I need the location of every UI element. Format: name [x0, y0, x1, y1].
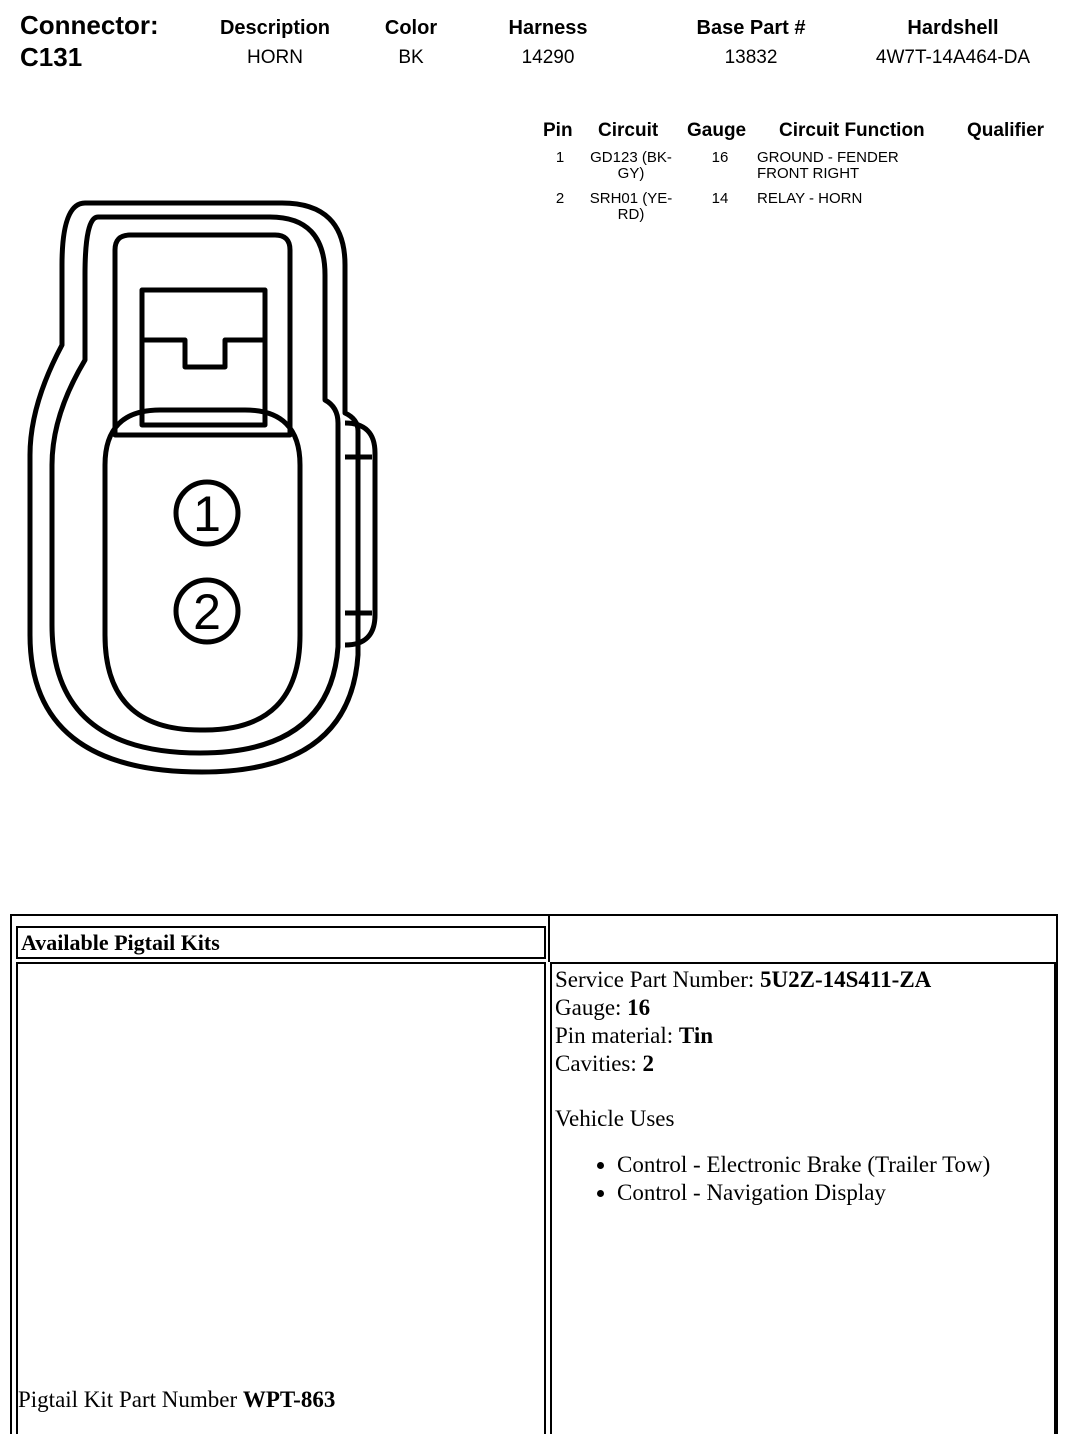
- kit-gauge-label: Gauge:: [555, 995, 628, 1020]
- header-col-description: [210, 16, 340, 70]
- pin-2-label: 2: [193, 584, 221, 640]
- kit-gauge: [555, 994, 1054, 1022]
- pin-2-circuit-line1: SRH01 (YE-: [589, 190, 673, 207]
- pin-2-circuit: [578, 191, 684, 223]
- pin-1-circuit: [578, 150, 684, 182]
- hardshell-header: Hardshell: [907, 17, 999, 39]
- pin-1-gauge: 16: [711, 149, 729, 166]
- pin-1-function-line2: FRONT RIGHT: [757, 165, 860, 182]
- pin-header: Pin: [543, 120, 573, 141]
- kit-details-cell: [550, 962, 1056, 1434]
- kit-title: Available Pigtail Kits: [16, 926, 546, 959]
- connector-id: C131: [20, 42, 83, 72]
- pin-1-label: 1: [193, 486, 221, 542]
- pin-2-function-line1: RELAY - HORN: [757, 190, 863, 207]
- circuit-function-header: Circuit Function: [779, 120, 925, 141]
- pin-1-function-line1: GROUND - FENDER: [757, 149, 899, 166]
- pin-1-function: [757, 150, 957, 182]
- kit-cavities: [555, 1050, 1054, 1078]
- color-value: BK: [398, 47, 424, 68]
- pin-material-label: Pin material:: [555, 1023, 679, 1048]
- vehicle-uses-label: Vehicle Uses: [555, 1106, 675, 1131]
- kit-header-divider: [548, 916, 550, 962]
- base-part-header: Base Part #: [696, 17, 806, 39]
- kit-gauge-value: 16: [627, 995, 651, 1020]
- cavities-label: Cavities:: [555, 1051, 643, 1076]
- pin-2-gauge: 14: [711, 190, 729, 207]
- pigtail-kit-value: WPT-863: [242, 1387, 336, 1412]
- gauge-header: Gauge: [687, 120, 747, 141]
- qualifier-header: Qualifier: [967, 120, 1045, 141]
- pigtail-kit-label: Pigtail Kit Part Number: [18, 1387, 243, 1412]
- description-header: Description: [219, 17, 331, 39]
- description-value: HORN: [247, 47, 303, 68]
- color-header: Color: [384, 17, 438, 39]
- header-col-base-part: [680, 16, 822, 70]
- header-col-harness: [488, 16, 608, 70]
- pin-material-value: Tin: [678, 1023, 714, 1048]
- harness-value: 14290: [521, 47, 575, 68]
- kit-pin-material: [555, 1022, 1054, 1050]
- service-part-value: 5U2Z-14S411-ZA: [760, 967, 932, 992]
- pin-2-function: [757, 191, 957, 207]
- vehicle-use-item: • Control - Navigation Display: [617, 1179, 1054, 1207]
- connector-face-diagram: [20, 195, 390, 780]
- header-col-hardshell: [858, 16, 1048, 70]
- pin-2-circuit-line2: RD): [617, 206, 645, 223]
- pin-1-circuit-line2: GY): [617, 165, 645, 182]
- harness-header: Harness: [508, 17, 588, 39]
- pin-1-circuit-line1: GD123 (BK-: [590, 149, 672, 166]
- vehicle-use-item: • Control - Electronic Brake (Trailer Tow): [617, 1151, 1054, 1179]
- latch-tab: [142, 340, 265, 367]
- pin-cavity: [105, 410, 300, 730]
- hardshell-value: 4W7T-14A464-DA: [875, 47, 1031, 68]
- base-part-value: 13832: [724, 47, 778, 68]
- circuit-header: Circuit: [598, 120, 659, 141]
- cavities-value: 2: [642, 1051, 655, 1076]
- latch-inner: [142, 290, 265, 425]
- pigtail-kit-part-number: [18, 1386, 335, 1414]
- service-part-label: Service Part Number:: [555, 967, 761, 992]
- pin-2-number: 2: [555, 190, 565, 207]
- connector-label: Connector:: [20, 10, 159, 40]
- kit-image-cell: [16, 962, 546, 1434]
- header-col-color: [370, 16, 452, 70]
- service-part-number: [555, 966, 1054, 994]
- vehicle-uses-list: [555, 1151, 1054, 1207]
- pin-1-number: 1: [555, 149, 565, 166]
